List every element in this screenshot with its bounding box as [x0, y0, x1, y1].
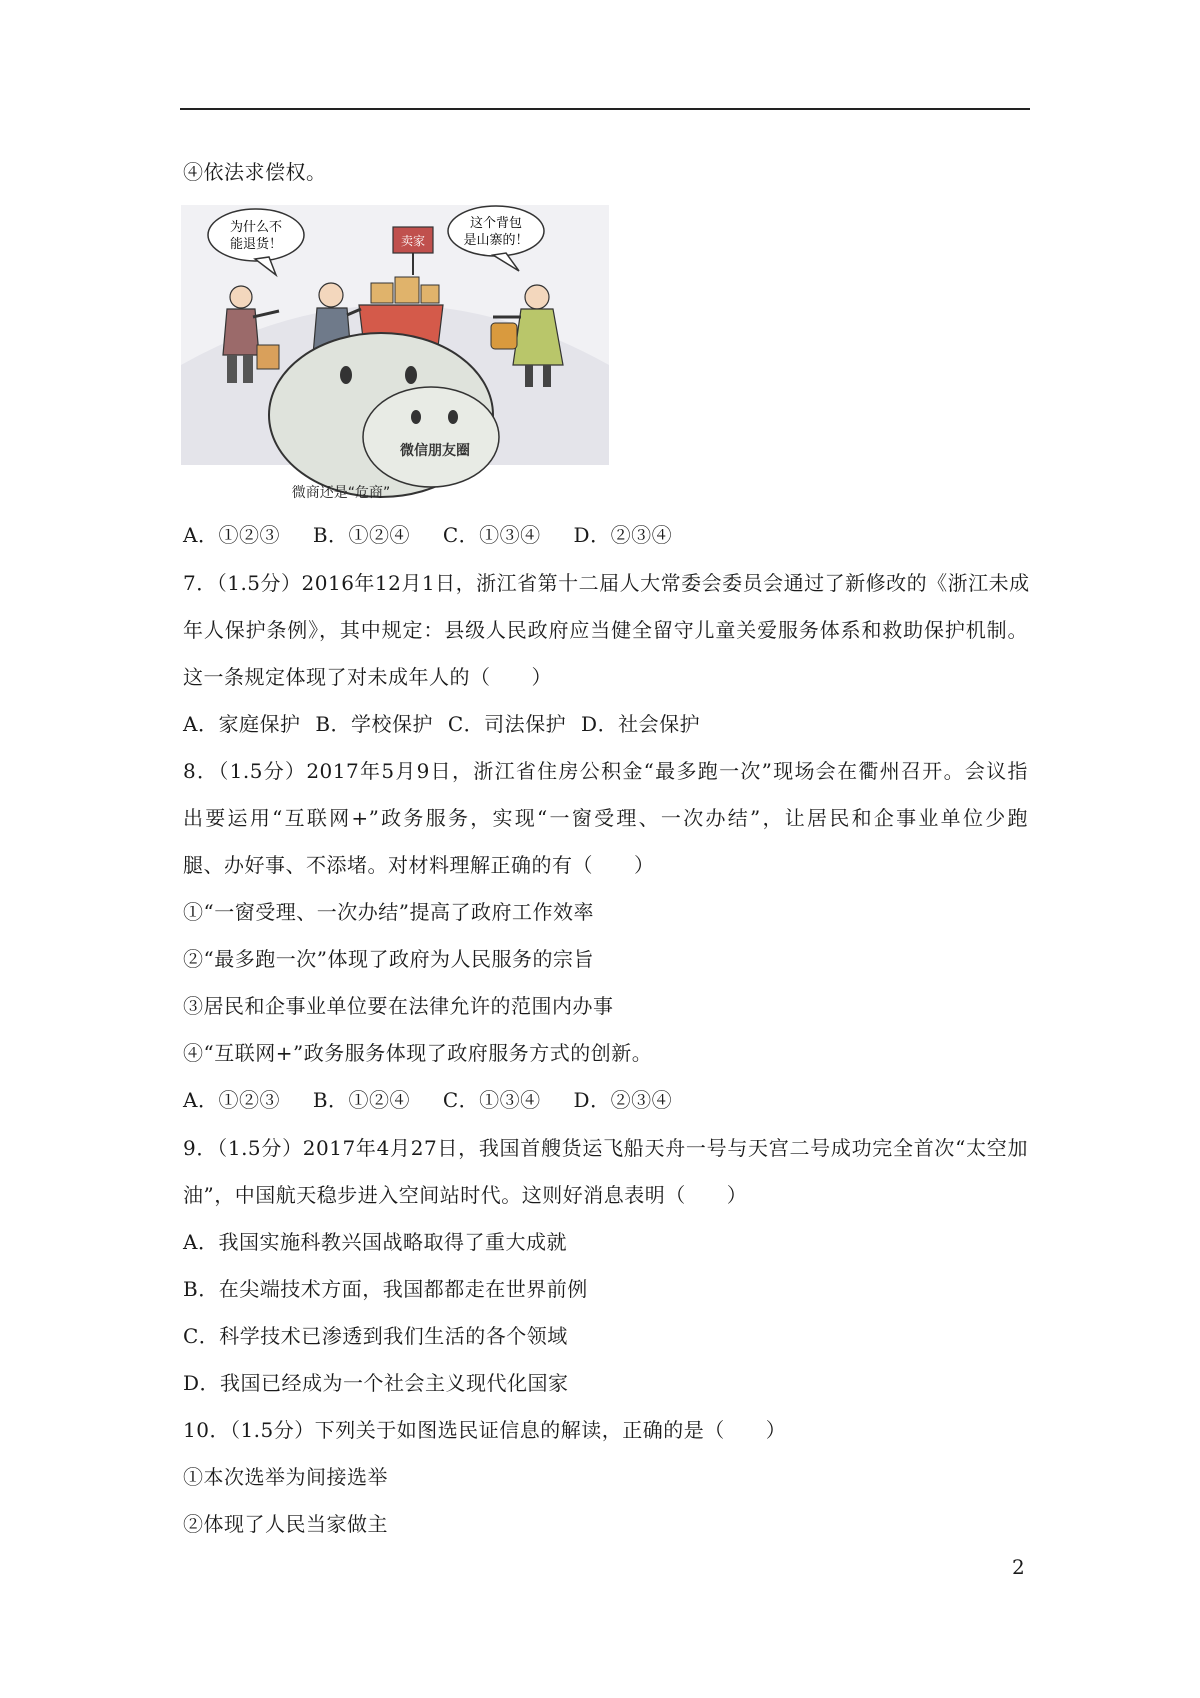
q7-stem-line-1: 7．（1.5分）2016年12月1日，浙江省第十二届人大常委会委员会通过了新修改的《浙江未成 [183, 571, 1030, 595]
q8-item-2: ②“最多跑一次”体现了政府为人民服务的宗旨 [183, 947, 594, 971]
q7-option-a[interactable]: A．家庭保护 [183, 712, 301, 736]
q7-stem-line-3: 这一条规定体现了对未成年人的（ ） [183, 665, 552, 689]
q8-stem-line-1: 8．（1.5分）2017年5月9日，浙江省住房公积金“最多跑一次”现场会在衢州召开。会议指 [183, 759, 1028, 783]
bubble-left-line-2: 能退货！ [229, 237, 283, 252]
page-number: 2 [1012, 1555, 1025, 1579]
q10-item-2: ②体现了人民当家做主 [183, 1512, 388, 1536]
q6-option-d[interactable]: D．②③④ [573, 523, 673, 547]
cartoon-figure [181, 205, 609, 505]
q7-options [183, 712, 726, 736]
bubble-right-line-2: 是山寨的！ [463, 233, 529, 248]
q8-options [183, 1088, 698, 1112]
figure-caption: 微商还是“危商” [291, 485, 391, 501]
q9-option-a[interactable]: A．我国实施科教兴国战略取得了重大成就 [183, 1230, 567, 1254]
q9-option-d[interactable]: D．我国已经成为一个社会主义现代化国家 [183, 1371, 569, 1395]
q8-item-1: ①“一窗受理、一次办结”提高了政府工作效率 [183, 900, 594, 924]
q6-option-c[interactable]: C．①③④ [442, 523, 541, 547]
q8-option-c[interactable]: C．①③④ [442, 1088, 541, 1112]
bubble-right-line-1: 这个背包 [469, 216, 523, 231]
q8-stem-line-3: 腿、办好事、不添堵。对材料理解正确的有（ ） [183, 853, 655, 877]
q7-option-c[interactable]: C．司法保护 [447, 712, 567, 736]
q8-option-d[interactable]: D．②③④ [573, 1088, 673, 1112]
q8-option-b[interactable]: B．①②④ [312, 1088, 411, 1112]
q9-stem-line-2: 油”，中国航天稳步进入空间站时代。这则好消息表明（ ） [183, 1183, 748, 1207]
q6-item-4: ④依法求偿权。 [183, 160, 327, 184]
header-rule [180, 108, 1030, 110]
q8-item-4: ④“互联网+”政务服务体现了政府服务方式的创新。 [183, 1041, 653, 1065]
q9-option-c[interactable]: C．科学技术已渗透到我们生活的各个领域 [183, 1324, 568, 1348]
q6-options [183, 523, 698, 547]
q8-option-a[interactable]: A．①②③ [183, 1088, 280, 1112]
q8-item-3: ③居民和企事业单位要在法律允许的范围内办事 [183, 994, 614, 1018]
q9-option-b[interactable]: B．在尖端技术方面，我国都都走在世界前例 [183, 1277, 588, 1301]
bubble-left-line-1: 为什么不 [229, 220, 283, 235]
q10-stem-line-1: 10．（1.5分）下列关于如图选民证信息的解读，正确的是（ ） [183, 1418, 787, 1442]
q10-item-1: ①本次选举为间接选举 [183, 1465, 388, 1489]
q7-option-b[interactable]: B．学校保护 [315, 712, 434, 736]
q9-stem-line-1: 9．（1.5分）2017年4月27日，我国首艘货运飞船天舟一号与天宫二号成功完全首次“太空加 [183, 1136, 1028, 1160]
q7-option-d[interactable]: D．社会保护 [581, 712, 701, 736]
shop-sign-text: 卖家 [400, 234, 426, 248]
blob-label: 微信朋友圈 [400, 443, 470, 459]
q6-option-a[interactable]: A．①②③ [183, 523, 280, 547]
q7-stem-line-2: 年人保护条例》，其中规定：县级人民政府应当健全留守儿童关爱服务体系和救助保护机制。 [183, 618, 1028, 642]
q6-option-b[interactable]: B．①②④ [312, 523, 411, 547]
q8-stem-line-2: 出要运用“互联网+”政务服务，实现“一窗受理、一次办结”，让居民和企事业单位少跑 [183, 806, 1028, 830]
